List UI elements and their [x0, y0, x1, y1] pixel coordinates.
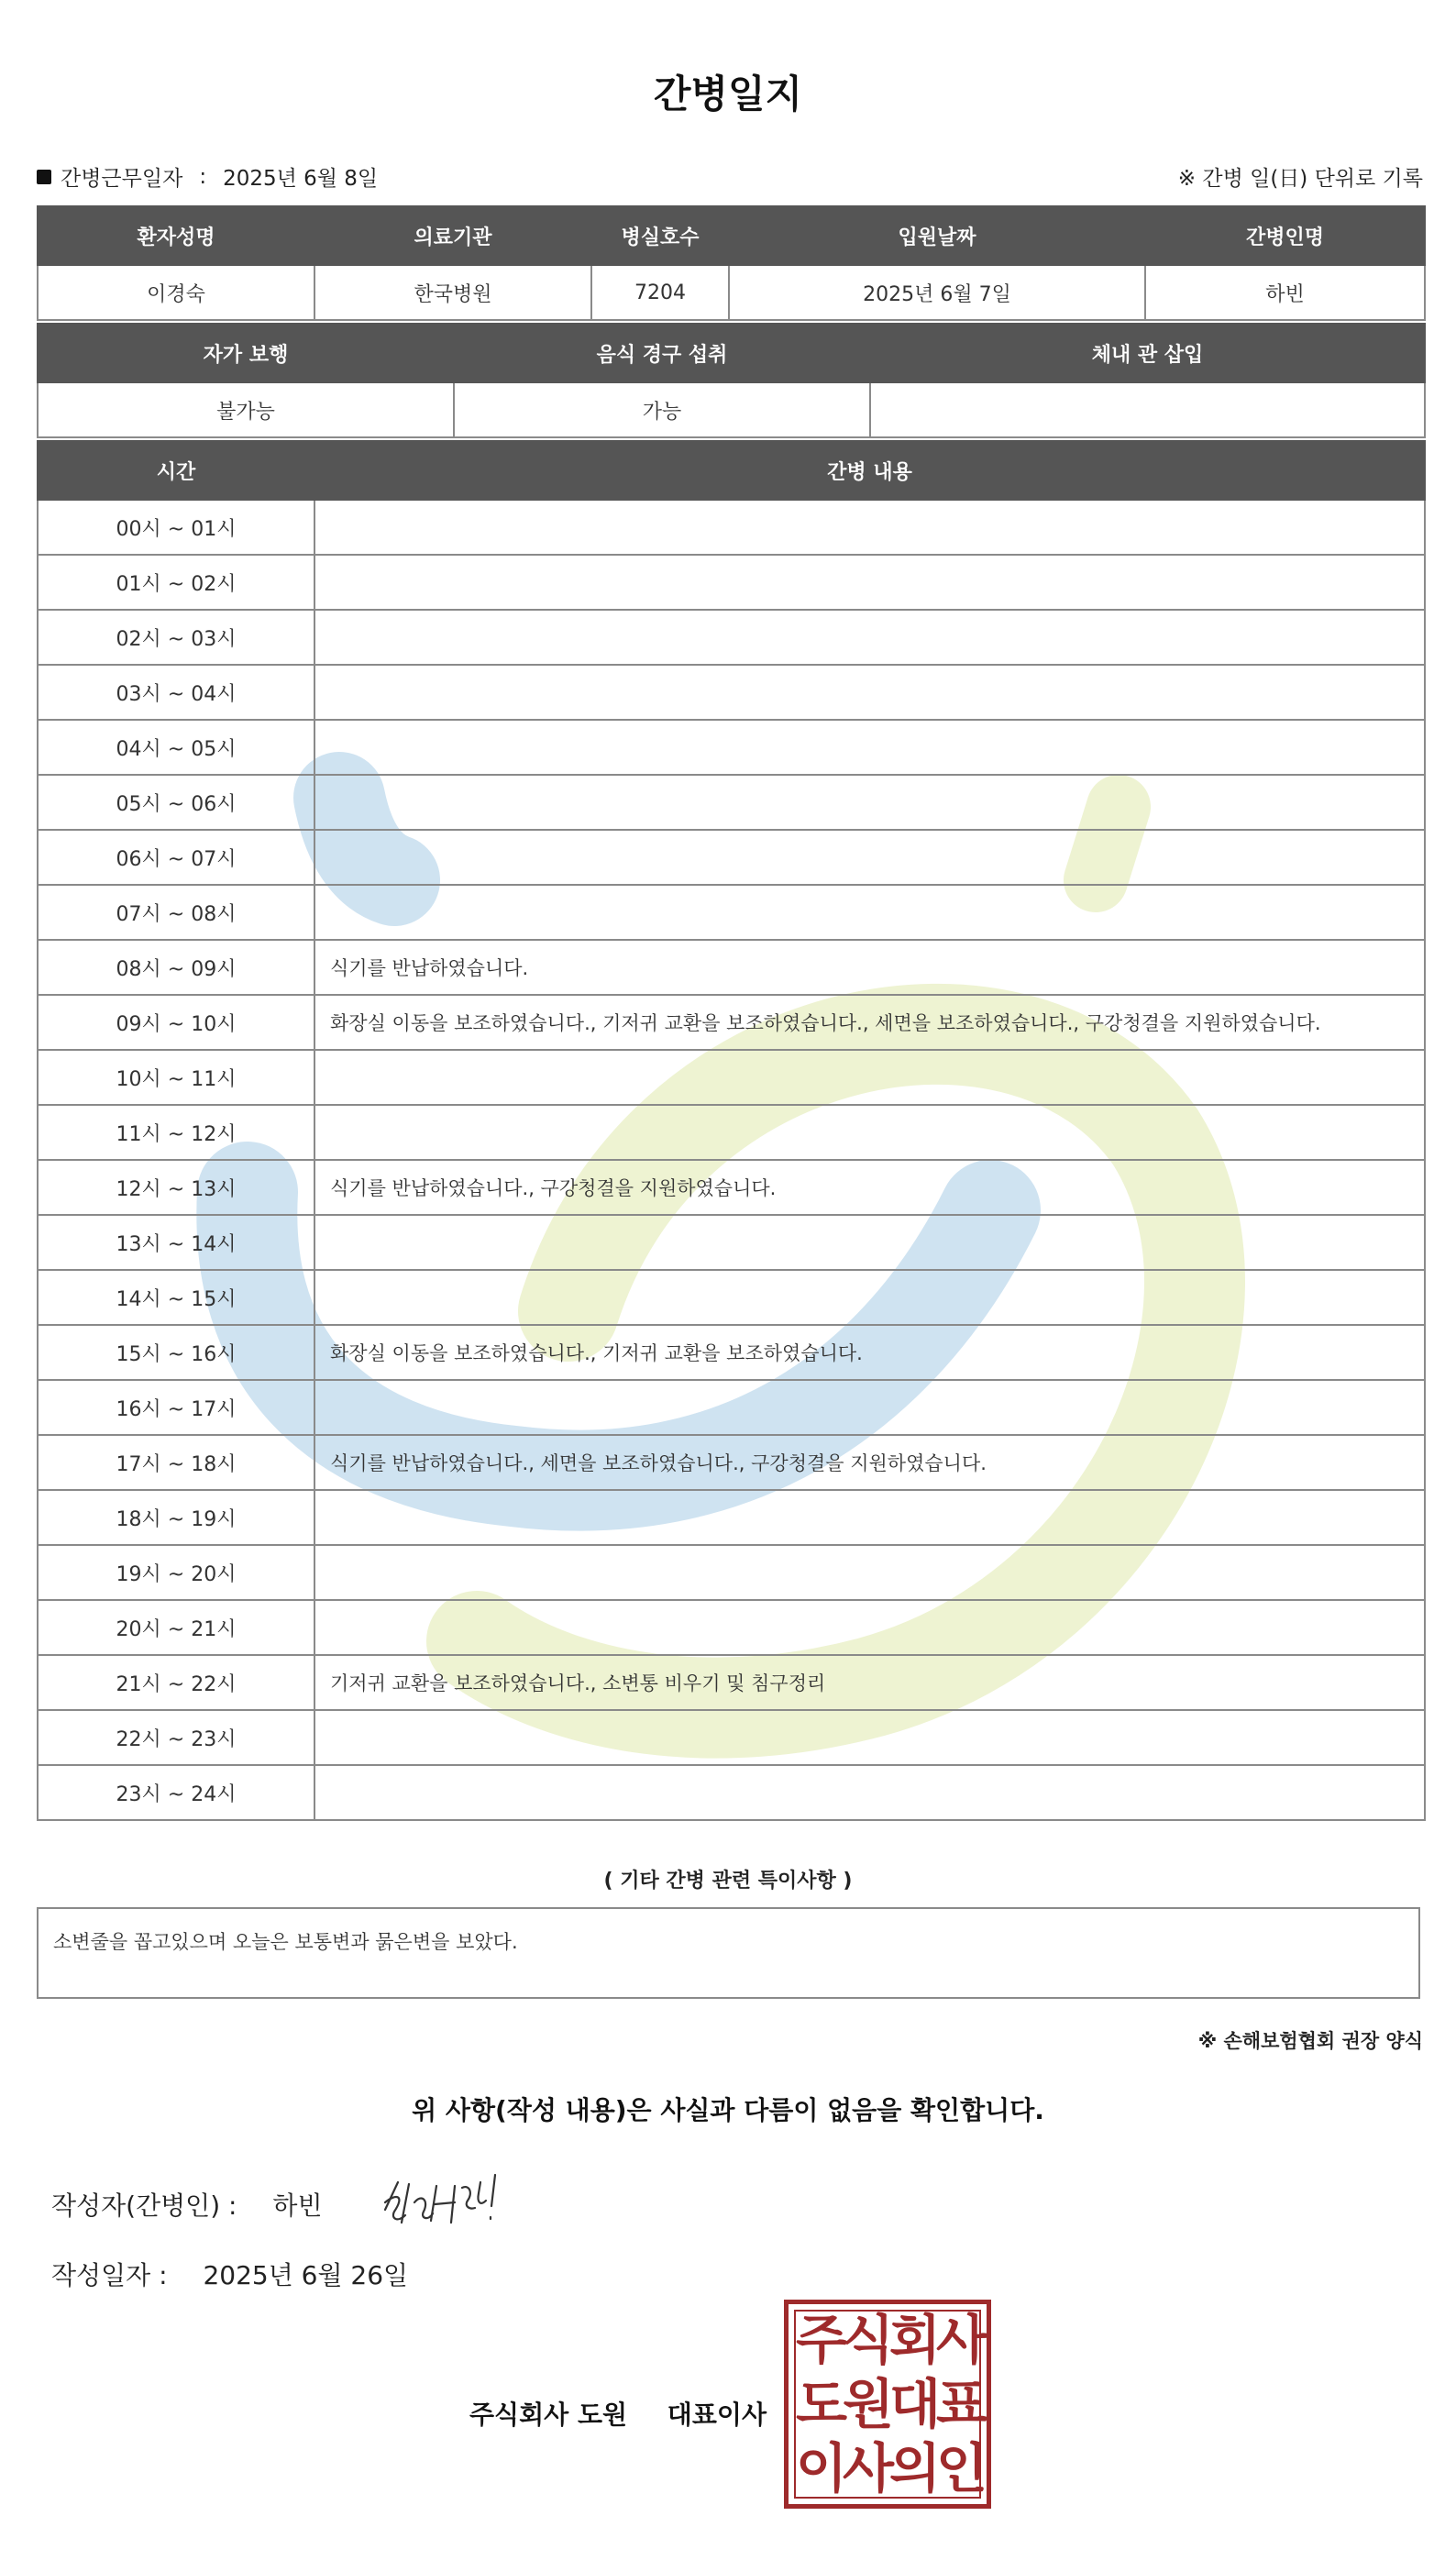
seal-character: 식	[843, 2309, 895, 2371]
header-self-walking: 자가 보행	[38, 324, 454, 382]
log-time-cell: 10시 ~ 11시	[38, 1050, 314, 1105]
log-time-cell: 23시 ~ 24시	[38, 1765, 314, 1820]
written-date-value: 2025년 6월 26일	[203, 2260, 409, 2290]
room-number: 7204	[591, 265, 729, 320]
log-row	[38, 1545, 1425, 1600]
log-header-row	[38, 441, 1425, 500]
work-date-value: 2025년 6월 8일	[223, 167, 379, 191]
log-content-cell	[314, 1765, 1425, 1820]
log-time-cell: 14시 ~ 15시	[38, 1270, 314, 1325]
seal-character: 의	[889, 2437, 942, 2499]
log-content-cell	[314, 1050, 1425, 1105]
patient-name: 이경숙	[38, 265, 314, 320]
form-footnote: ※ 손해보험협회 권장 양식	[1197, 2030, 1423, 2052]
log-row	[38, 1380, 1425, 1435]
log-time-cell: 13시 ~ 14시	[38, 1215, 314, 1270]
log-row	[38, 1050, 1425, 1105]
log-row	[38, 1710, 1425, 1765]
log-content-cell	[314, 1380, 1425, 1435]
log-time-cell: 18시 ~ 19시	[38, 1490, 314, 1545]
log-content-cell	[314, 1490, 1425, 1545]
hourly-care-log-table	[37, 440, 1426, 1821]
seal-character: 주	[796, 2309, 848, 2371]
writer-label: 작성자(간병인) :	[51, 2190, 237, 2221]
header-room-number: 병실호수	[591, 206, 729, 265]
log-row	[38, 1600, 1425, 1655]
log-row	[38, 610, 1425, 665]
header-admission-date: 입원날짜	[729, 206, 1145, 265]
tube-insertion-value	[870, 382, 1425, 437]
log-content-cell	[314, 500, 1425, 555]
seal-character: 대	[889, 2373, 942, 2435]
writer-row	[51, 2186, 323, 2223]
log-content-cell	[314, 830, 1425, 885]
writer-name: 하빈	[272, 2190, 323, 2221]
log-table-body	[38, 500, 1425, 1820]
written-date-label: 작성일자 :	[51, 2260, 168, 2290]
log-row	[38, 995, 1425, 1050]
log-row	[38, 1765, 1425, 1820]
admission-date: 2025년 6월 7일	[729, 265, 1145, 320]
page-title: 간병일지	[653, 72, 803, 116]
log-time-cell: 05시 ~ 06시	[38, 775, 314, 830]
company-seal-stamp	[784, 2300, 991, 2509]
header-institution: 의료기관	[314, 206, 591, 265]
log-time-cell: 12시 ~ 13시	[38, 1160, 314, 1215]
log-time-cell: 06시 ~ 07시	[38, 830, 314, 885]
log-content-cell	[314, 775, 1425, 830]
handwritten-signature	[378, 2166, 515, 2239]
work-date-row	[37, 161, 378, 192]
seal-character: 사	[843, 2437, 895, 2499]
log-row	[38, 1325, 1425, 1380]
log-row	[38, 665, 1425, 720]
header-care-content: 간병 내용	[314, 441, 1425, 500]
log-row	[38, 1160, 1425, 1215]
header-time: 시간	[38, 441, 314, 500]
log-content-cell	[314, 1105, 1425, 1160]
written-date-row	[51, 2256, 408, 2292]
log-row	[38, 775, 1425, 830]
log-time-cell: 11시 ~ 12시	[38, 1105, 314, 1160]
log-time-cell: 02시 ~ 03시	[38, 610, 314, 665]
company-row	[469, 2395, 767, 2432]
seal-character: 표	[936, 2373, 988, 2435]
log-content-cell	[314, 885, 1425, 940]
log-row	[38, 1435, 1425, 1490]
log-time-cell: 09시 ~ 10시	[38, 995, 314, 1050]
special-notes-box: 소변줄을 꼽고있으며 오늘은 보통변과 묽은변을 보았다.	[37, 1907, 1420, 1999]
notes-title: ( 기타 간병 관련 특이사항 )	[603, 1870, 853, 1892]
header-patient-name: 환자성명	[38, 206, 314, 265]
log-content-cell: 화장실 이동을 보조하였습니다., 기저귀 교환을 보조하였습니다., 세면을 보조하였습니다., 구강청결을 지원하였습니다.	[314, 995, 1425, 1050]
log-content-cell	[314, 1710, 1425, 1765]
log-time-cell: 19시 ~ 20시	[38, 1545, 314, 1600]
seal-character: 도	[796, 2373, 848, 2435]
log-content-cell	[314, 1270, 1425, 1325]
log-content-cell: 식기를 반납하였습니다., 구강청결을 지원하였습니다.	[314, 1160, 1425, 1215]
seal-character: 이	[796, 2437, 848, 2499]
confirmation-statement: 위 사항(작성 내용)은 사실과 다름이 없음을 확인합니다.	[412, 2095, 1044, 2125]
log-content-cell	[314, 1600, 1425, 1655]
log-time-cell: 21시 ~ 22시	[38, 1655, 314, 1710]
record-unit-note: ※ 간병 일(日) 단위로 기록	[1177, 167, 1423, 191]
company-name: 주식회사 도원	[469, 2400, 628, 2430]
header-caregiver-name: 간병인명	[1145, 206, 1425, 265]
institution: 한국병원	[314, 265, 591, 320]
log-time-cell: 22시 ~ 23시	[38, 1710, 314, 1765]
log-row	[38, 1655, 1425, 1710]
log-row	[38, 940, 1425, 995]
patient-info-header-row	[38, 206, 1425, 265]
seal-character: 사	[936, 2309, 988, 2371]
log-content-cell	[314, 610, 1425, 665]
log-content-cell	[314, 720, 1425, 775]
seal-character: 인	[936, 2437, 988, 2499]
oral-intake-value: 가능	[454, 382, 870, 437]
log-content-cell	[314, 1545, 1425, 1600]
log-content-cell	[314, 1215, 1425, 1270]
log-time-cell: 20시 ~ 21시	[38, 1600, 314, 1655]
log-time-cell: 00시 ~ 01시	[38, 500, 314, 555]
log-content-cell: 식기를 반납하였습니다.	[314, 940, 1425, 995]
log-time-cell: 15시 ~ 16시	[38, 1325, 314, 1380]
seal-character: 원	[843, 2373, 895, 2435]
header-tube-insertion: 체내 관 삽입	[870, 324, 1425, 382]
log-row	[38, 830, 1425, 885]
patient-info-table	[37, 205, 1426, 321]
log-content-cell: 화장실 이동을 보조하였습니다., 기저귀 교환을 보조하였습니다.	[314, 1325, 1425, 1380]
log-time-cell: 04시 ~ 05시	[38, 720, 314, 775]
patient-status-table	[37, 323, 1426, 438]
log-row	[38, 1215, 1425, 1270]
log-row	[38, 1490, 1425, 1545]
log-content-cell	[314, 555, 1425, 610]
work-date-label: 간병근무일자	[61, 167, 183, 191]
company-role: 대표이사	[667, 2400, 767, 2430]
log-content-cell	[314, 665, 1425, 720]
log-row	[38, 885, 1425, 940]
self-walking-value: 불가능	[38, 382, 454, 437]
log-row	[38, 720, 1425, 775]
patient-info-value-row	[38, 265, 1425, 320]
status-value-row	[38, 382, 1425, 437]
header-oral-intake: 음식 경구 섭취	[454, 324, 870, 382]
caregiver-name: 하빈	[1145, 265, 1425, 320]
status-header-row	[38, 324, 1425, 382]
log-time-cell: 07시 ~ 08시	[38, 885, 314, 940]
seal-character: 회	[889, 2309, 942, 2371]
log-content-cell: 식기를 반납하였습니다., 세면을 보조하였습니다., 구강청결을 지원하였습니다.	[314, 1435, 1425, 1490]
log-content-cell: 기저귀 교환을 보조하였습니다., 소변통 비우기 및 침구정리	[314, 1655, 1425, 1710]
log-time-cell: 16시 ~ 17시	[38, 1380, 314, 1435]
log-time-cell: 03시 ~ 04시	[38, 665, 314, 720]
log-row	[38, 1105, 1425, 1160]
log-row	[38, 555, 1425, 610]
log-time-cell: 08시 ~ 09시	[38, 940, 314, 995]
log-row	[38, 500, 1425, 555]
bullet-square-icon	[37, 170, 51, 184]
work-date-separator: :	[199, 164, 207, 189]
log-time-cell: 01시 ~ 02시	[38, 555, 314, 610]
log-time-cell: 17시 ~ 18시	[38, 1435, 314, 1490]
log-row	[38, 1270, 1425, 1325]
